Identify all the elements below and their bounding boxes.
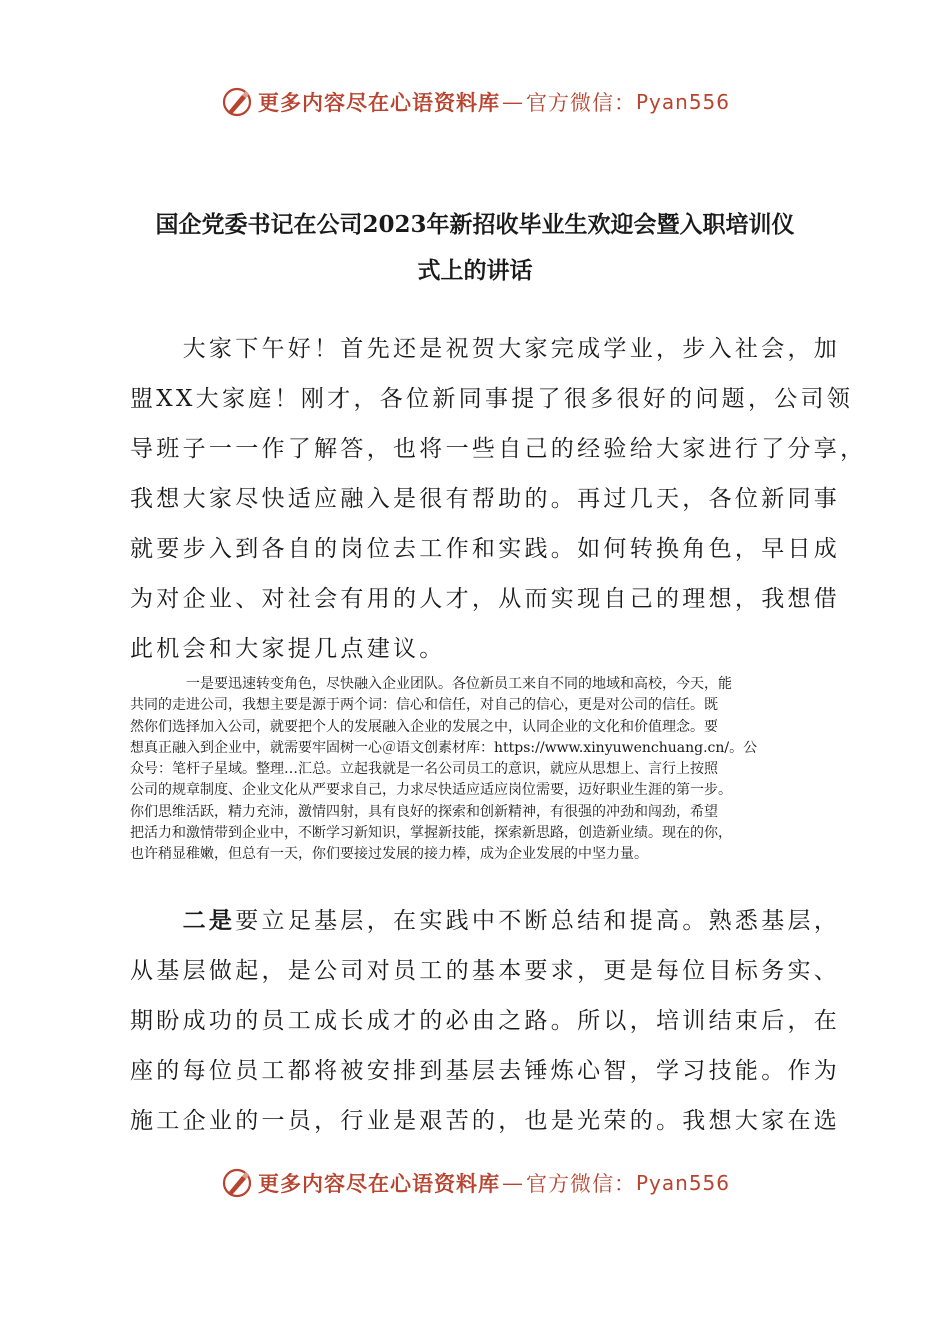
watermark-wechat-label: 官方微信： — [525, 1172, 636, 1196]
pen-logo-icon — [220, 85, 254, 119]
text-line: 一是要迅速转变角色，尽快融入企业团队。各位新员工来自不同的地域和高校，今天，能 — [130, 676, 732, 692]
document-title — [120, 202, 830, 294]
watermark-dash: — — [501, 1171, 524, 1195]
text-line: 从基层做起，是公司对员工的基本要求，更是每位目标务实、 — [130, 958, 841, 984]
text-line: 此机会和大家提几点建议。 — [130, 636, 446, 662]
text-line: 公司的规章制度、企业文化从严要求自己，力求尽快适应适应岗位需要，迈好职业生涯的第一步。 — [130, 782, 732, 799]
text-line: 共同的走进公司，我想主要是源于两个词：信心和信任，对自己的信心，更是对公司的信任。既 — [130, 697, 718, 714]
text-line: 盟XX大家庭！刚才，各位新同事提了很多很好的问题，公司领 — [130, 386, 854, 412]
text-line: 也许稍显稚嫩，但总有一天，你们要接过发展的接力棒，成为企业发展的中坚力量。 — [130, 846, 648, 863]
text-line: 想真正融入到企业中，就需要牢固树一心＠语文创素材库：https://www.xinyuwenchuang.cn/。公 — [130, 739, 758, 756]
point-two-lead: 二是 — [182, 907, 236, 934]
paragraph-point-two — [130, 896, 841, 1146]
pen-logo-icon — [220, 1166, 254, 1200]
watermark-dash: — — [501, 90, 524, 114]
watermark-text: 更多内容尽在心语资料库 — [257, 1171, 500, 1196]
text-line: 为对企业、对社会有用的人才，从而实现自己的理想，我想借 — [130, 586, 841, 612]
text-line: 众号：笔杆子星域。整理…汇总。立起我就是一名公司员工的意识，就应从思想上、言行上按照 — [130, 761, 718, 778]
title-line: 式上的讲话 — [417, 257, 533, 284]
title-line: 国企党委书记在公司2023年新招收毕业生欢迎会暨入职培训仪 — [155, 211, 795, 238]
text-line: 我想大家尽快适应融入是很有帮助的。再过几天，各位新同事 — [130, 486, 841, 512]
footer-watermark — [0, 1163, 950, 1203]
text-line: 把活力和激情带到企业中，不断学习新知识，掌握新技能，探索新思路，创造新业绩。现在的你， — [130, 825, 732, 842]
paragraph-point-one — [130, 674, 842, 866]
paragraph-greeting — [130, 324, 867, 674]
text-line: 导班子一一作了解答，也将一些自己的经验给大家进行了分享， — [130, 436, 867, 462]
text-line: 座的每位员工都将被安排到基层去锤炼心智，学习技能。作为 — [130, 1058, 841, 1084]
text-line: 期盼成功的员工成长成才的必由之路。所以，培训结束后，在 — [130, 1008, 841, 1034]
watermark-wechat-id: Pyan556 — [635, 90, 730, 114]
text-line: 你们思维活跃，精力充沛，激情四射，具有良好的探索和创新精神，有很强的冲劲和闯劲，希望 — [130, 803, 718, 820]
text-line: 就要步入到各自的岗位去工作和实践。如何转换角色，早日成 — [130, 536, 841, 562]
watermark-wechat-label: 官方微信： — [525, 91, 636, 115]
watermark-wechat-id: Pyan556 — [635, 1171, 730, 1195]
watermark-text: 更多内容尽在心语资料库 — [257, 90, 500, 115]
text-line — [130, 896, 841, 946]
text-line: 大家下午好！首先还是祝贺大家完成学业，步入社会，加 — [130, 336, 841, 362]
text-line: 施工企业的一员，行业是艰苦的，也是光荣的。我想大家在选 — [130, 1108, 841, 1134]
point-two-first-line: 要立足基层，在实践中不断总结和提高。熟悉基层， — [235, 908, 841, 934]
text-line: 然你们选择加入公司，就要把个人的发展融入企业的发展之中，认同企业的文化和价值理念。要 — [130, 718, 718, 735]
header-watermark — [0, 82, 950, 122]
